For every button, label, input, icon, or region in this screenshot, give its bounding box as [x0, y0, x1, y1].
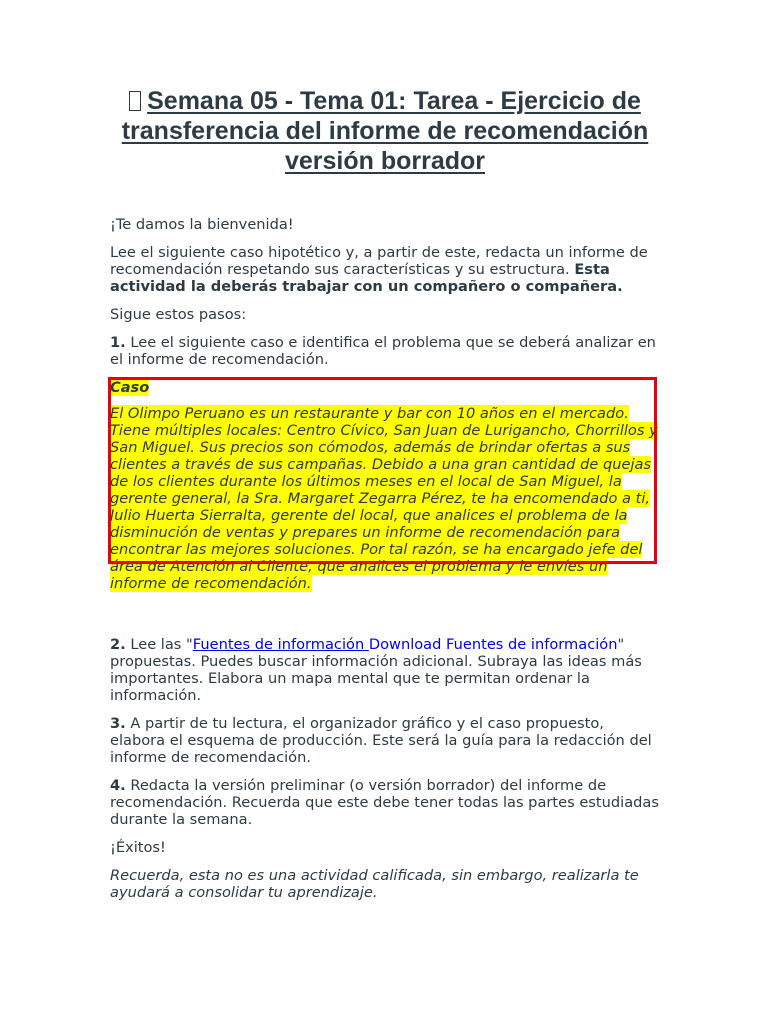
page-title: [110, 86, 660, 176]
document-icon: [129, 91, 141, 111]
step-4-text: Redacta la versión preliminar (o versión borrador) del informe de recomendación. Recuerda que este debe tener todas las partes estudiadas durante la semana.: [110, 777, 659, 828]
intro-text: Lee el siguiente caso hipotético y, a partir de este, redacta un informe de recomendación respetando sus características y su estructura.: [110, 244, 648, 278]
sources-link-label: Fuentes de información: [192, 636, 369, 653]
assignment-page: [110, 86, 660, 912]
case-title: Caso: [110, 379, 150, 396]
case-title-line: [110, 379, 660, 396]
steps-intro: Sigue estos pasos:: [110, 306, 247, 323]
step-3: [110, 715, 660, 766]
welcome-text: ¡Te damos la bienvenida!: [110, 216, 294, 233]
download-sources-link-label: Download Fuentes de información: [368, 636, 618, 653]
sources-link[interactable]: [193, 636, 618, 653]
case-block: [110, 379, 660, 592]
step-1-number: 1.: [110, 334, 126, 351]
step-2-text-before: Lee las ": [125, 636, 193, 653]
step-3-text: A partir de tu lectura, el organizador gráfico y el caso propuesto, elabora el esquema de producción. Este será la guía para la redacción del informe de recomendación.: [110, 715, 652, 766]
step-4-number: 4.: [110, 777, 126, 794]
step-2: [110, 636, 660, 704]
page-title-text: Semana 05 - Tema 01: Tarea - Ejercicio de transferencia del informe de recomendación versión borrador: [121, 87, 649, 175]
intro-bold-text: Esta actividad la deberás trabajar con un compañero o compañera.: [110, 261, 623, 295]
step-3-number: 3.: [110, 715, 126, 732]
step-4: [110, 777, 660, 828]
intro-paragraph: [110, 244, 660, 295]
step-1-text: Lee el siguiente caso e identifica el problema que se deberá analizar en el informe de recomendación.: [110, 334, 656, 368]
case-text: El Olimpo Peruano es un restaurante y bar con 10 años en el mercado. Tiene múltiples locales: Centro Cívico, San Juan de Lurigancho, Chorrillos y San Miguel. Sus precios son cómodos, además de brindar ofertas a sus clientes a través de sus campañas. Debido a una gran cantidad de quejas de los clientes durante los últimos meses en el local de San Miguel, la gerente general, la Sra. Margaret Zegarra Pérez, te ha encomendado a ti, Julio Huerta Sierralta, gerente del local, que analices el problema de la disminución de ventas y prepares un informe de recomendación para encontrar las mejores soluciones. Por tal razón, se ha encargado jefe del área de Atención al Cliente, que analices el problema y le envíes un informe de recomendación.: [110, 405, 658, 592]
case-paragraph: [110, 405, 660, 592]
step-1: [110, 334, 660, 368]
note-text: Recuerda, esta no es una actividad calificada, sin embargo, realizarla te ayudará a consolidar tu aprendizaje.: [110, 867, 639, 901]
step-2-number: 2.: [110, 636, 126, 653]
success-text: ¡Éxitos!: [110, 839, 166, 856]
step-2-text-after: " propuestas. Puedes buscar información adicional. Subraya las ideas más importantes. Elabora un mapa mental que te permitan ordenar la información.: [110, 636, 642, 704]
